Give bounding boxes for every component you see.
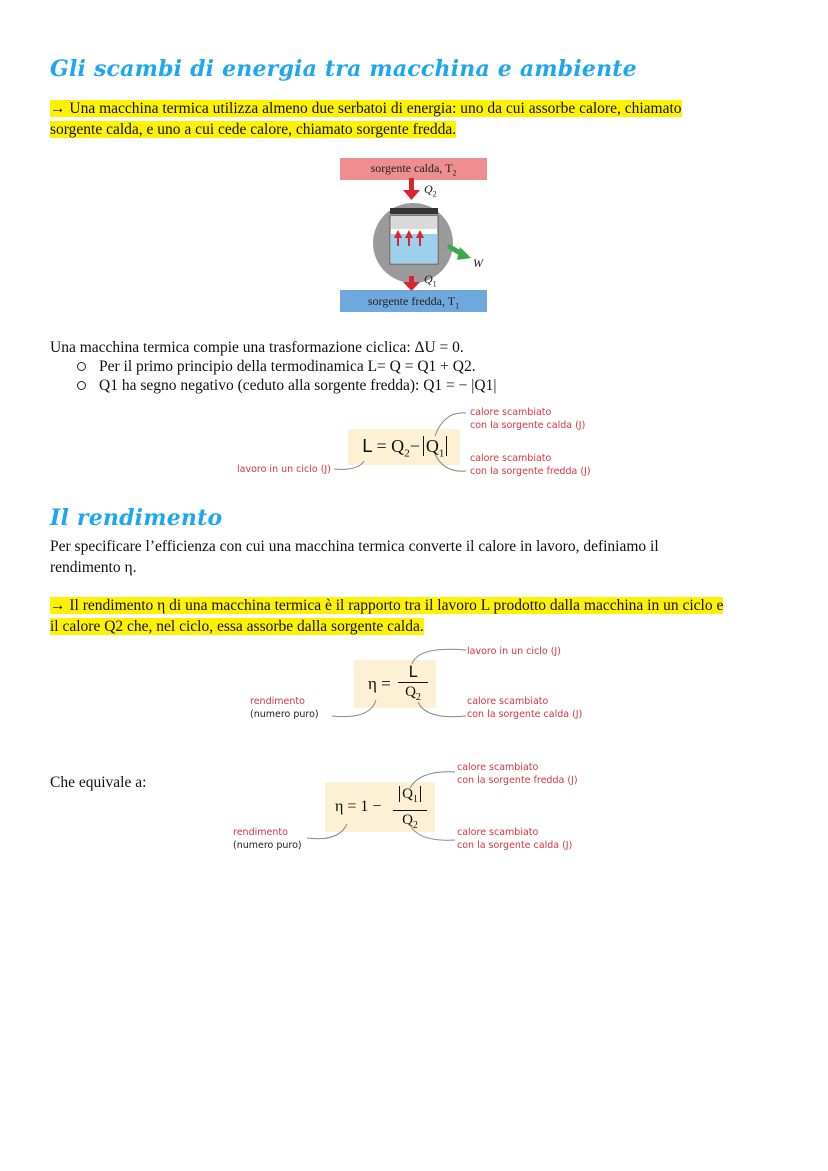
- work-formula-expression: $L = Q_2- Q_1$: [362, 436, 447, 460]
- efficiency-fraction: L $Q_2$: [398, 663, 428, 706]
- highlight-line: → Il rendimento η di una macchina termica è il rapporto tra il lavoro L prodotto dalla macchina in un ciclo e: [50, 597, 724, 614]
- hot-reservoir-label: sorgente calda, $T_2$: [370, 161, 457, 178]
- cycle-line: Una macchina termica compie una trasformazione ciclica: ΔU = 0.: [50, 339, 464, 356]
- bullet-item: Per il primo principio della termodinamica L= Q = Q1 + Q2.: [50, 357, 496, 376]
- section-title-efficiency: Il rendimento: [50, 505, 223, 531]
- label-heat-hot-2: calore scambiato con la sorgente calda (J): [467, 696, 583, 720]
- work-label: W: [473, 256, 483, 270]
- label-heat-cold-2: calore scambiato con la sorgente fredda (J): [457, 762, 578, 786]
- label-heat-cold: calore scambiato con la sorgente fredda (J): [470, 453, 591, 477]
- section-title-energy-exchange: Gli scambi di energia tra macchina e ambiente: [50, 56, 637, 82]
- highlight-line: il calore Q2 che, nel ciclo, essa assorbe dalla sorgente calda.: [50, 618, 424, 635]
- definition-paragraph: [50, 98, 682, 140]
- label-efficiency-2: rendimento (numero puro): [233, 827, 302, 851]
- heat-engine-diagram: [340, 158, 487, 312]
- eta-one-minus: η = 1 −: [335, 798, 382, 815]
- label-efficiency: rendimento (numero puro): [250, 696, 319, 720]
- efficiency-formula-alt: [225, 758, 625, 858]
- q2-label: $Q_2$: [424, 182, 437, 199]
- label-heat-hot-3: calore scambiato con la sorgente calda (J): [457, 827, 573, 851]
- label-work: lavoro in un ciclo (J): [237, 464, 331, 475]
- eta-symbol: η =: [368, 674, 391, 693]
- work-formula: [230, 405, 610, 480]
- label-work-cycle: lavoro in un ciclo (J): [467, 646, 561, 657]
- bullet-item: Q1 ha segno negativo (ceduto alla sorgente fredda): Q1 = − |Q1|: [50, 376, 496, 395]
- label-heat-hot: calore scambiato con la sorgente calda (J): [470, 407, 586, 431]
- cold-reservoir-label: sorgente fredda, $T_1$: [367, 294, 460, 311]
- equivalent-text: Che equivale a:: [50, 774, 147, 791]
- efficiency-intro: Per specificare l’efficienza con cui una macchina termica converte il calore in lavoro, definiamo il rendimento η.: [50, 538, 659, 576]
- highlight-line: → Una macchina termica utilizza almeno due serbatoi di energia: uno da cui assorbe calore, chiamato: [50, 100, 682, 117]
- highlight-line: sorgente calda, e uno a cui cede calore, chiamato sorgente fredda.: [50, 121, 457, 138]
- efficiency-definition: [50, 595, 723, 637]
- cycle-bullets: [50, 357, 496, 395]
- q1-label: $Q_1$: [424, 272, 437, 289]
- efficiency-alt-fraction: $Q_1$ $Q_2$: [393, 785, 427, 834]
- efficiency-formula: [240, 640, 620, 730]
- engine-graphic: [340, 158, 487, 312]
